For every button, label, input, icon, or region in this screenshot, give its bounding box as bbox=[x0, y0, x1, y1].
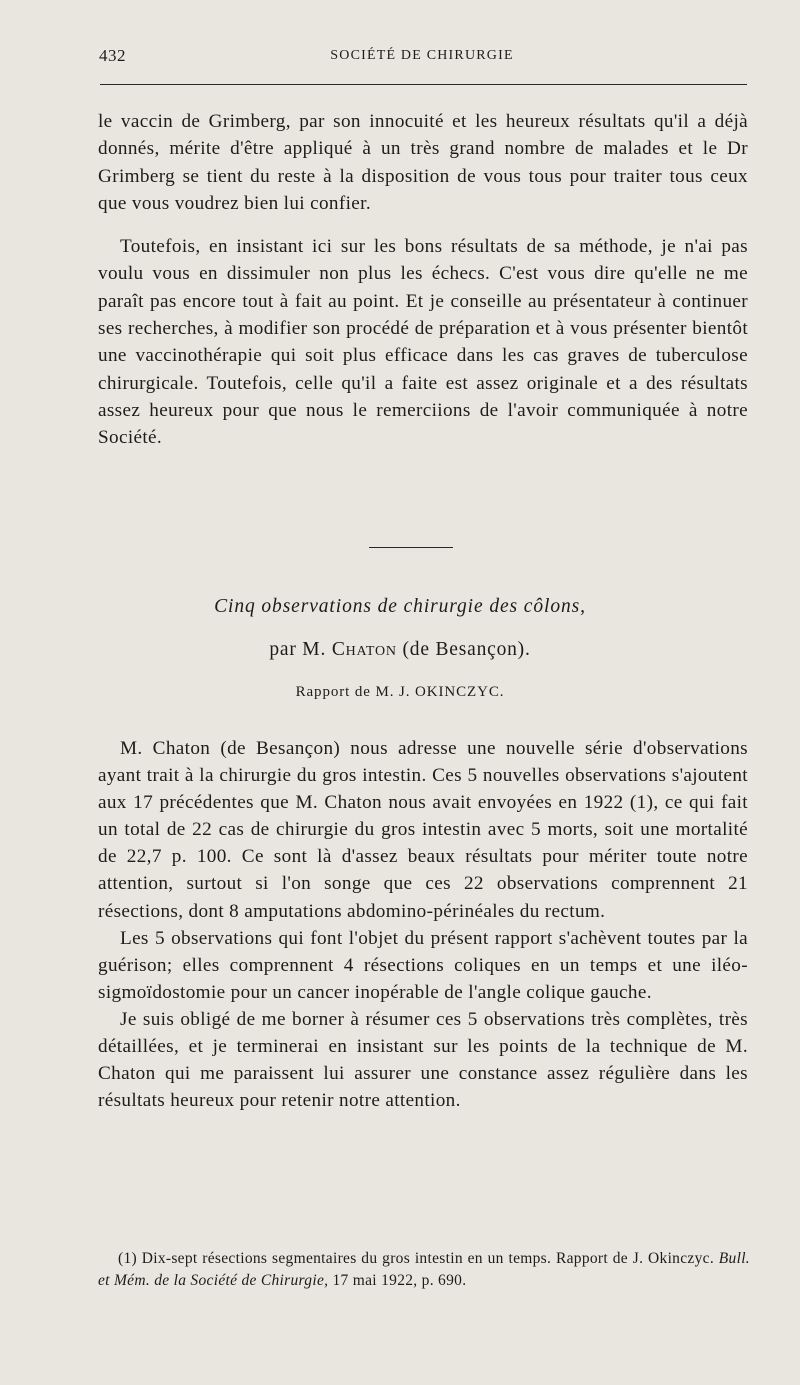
article-body bbox=[98, 735, 748, 1114]
article-title: Cinq observations de chirurgie des côlons, bbox=[214, 596, 586, 617]
footnote-text: (1) Dix-sept résections segmentaires du gros intestin en un temps. Rapport de J. Okinczyc. bbox=[118, 1250, 714, 1267]
page-header bbox=[97, 46, 747, 70]
paragraph-technique: Je suis obligé de me borner à résumer ces 5 observations très complètes, très détaillées, et je terminerai en insistant sur les points de la technique de M. Chaton qui me paraissent lui assurer une constance assez régulière dans les résultats heureux pour retenir notre attention. bbox=[98, 1008, 748, 1112]
author-prefix: par M. bbox=[269, 639, 327, 660]
article-author bbox=[0, 639, 800, 661]
article-reporter: Rapport de M. J. OKINCZYC. bbox=[295, 684, 505, 700]
section-separator bbox=[369, 547, 453, 548]
author-suffix: (de Besançon). bbox=[402, 639, 531, 660]
footnote-date: 17 mai 1922, p. 690. bbox=[332, 1272, 467, 1289]
paragraph-conclusion: Toutefois, en insistant ici sur les bons résultats de sa méthode, je n'ai pas voulu vous en dissimuler non plus les échecs. C'est vous dire qu'elle ne me paraît pas encore tout à fait au point. Et je conseille au présentateur à continuer ses recherches, à modifier son procédé de préparation et à vous présenter bientôt une vaccinothérapie qui soit plus efficace dans les cas graves de tuberculose chirurgicale. Toutefois, celle qu'il a faite est assez originale et a des résultats assez heureux pour que nous le remerciions de l'avoir communiquée à notre Société. bbox=[98, 236, 748, 449]
author-name: Chaton bbox=[331, 639, 397, 660]
paragraph-vaccine: le vaccin de Grimberg, par son innocuité et les heureux résultats qu'il a déjà donnés, mérite d'être appliqué à un très grand nombre de malades et le Dr Grimberg se tient du reste à la disposition de vous tous pour traiter tous ceux que vous voudrez bien lui confier. bbox=[98, 111, 748, 214]
footnote bbox=[98, 1248, 750, 1292]
header-rule bbox=[100, 84, 747, 85]
paragraph-observations: Les 5 observations qui font l'objet du présent rapport s'achèvent toutes par la guérison; elles comprennent 4 résections coliques en un temps et une iléo-sigmoïdostomie pour un cancer inopérable de l'angle colique gauche. bbox=[98, 927, 748, 1003]
page-number: 432 bbox=[99, 46, 126, 65]
footnote-citation: Bull. et Mém. de la Société de Chirurgie, bbox=[98, 1250, 750, 1289]
section-continuation bbox=[98, 108, 748, 452]
running-title: SOCIÉTÉ DE CHIRURGIE bbox=[330, 48, 514, 63]
paragraph-summary: M. Chaton (de Besançon) nous adresse une nouvelle série d'observations ayant trait à la chirurgie du gros intestin. Ces 5 nouvelles observations s'ajoutent aux 17 précédentes que M. Chaton nous avait envoyées en 1922 (1), ce qui fait un total de 22 cas de chirurgie du gros intestin avec 5 morts, soit une mortalité de 22,7 p. 100. Ce sont là d'assez beaux résultats pour mériter toute notre attention, surtout si l'on songe que ces 22 observations comprennent 21 résections, dont 8 amputations abdomino-périnéales du rectum. bbox=[98, 738, 748, 922]
